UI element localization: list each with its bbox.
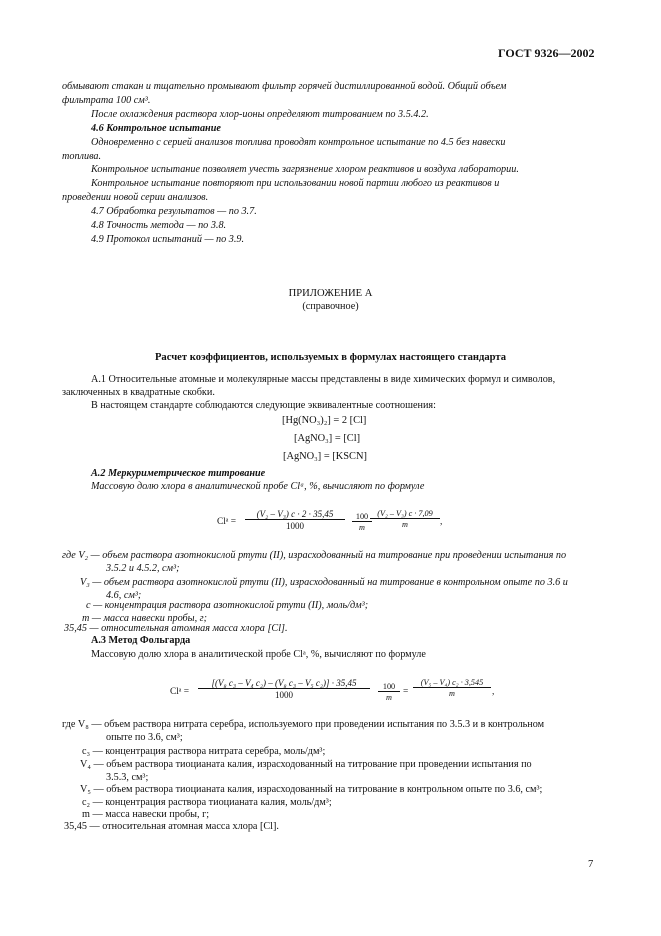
- formula-1-denominator-2: m: [359, 523, 365, 532]
- appendix-subtitle: (справочное): [302, 301, 359, 312]
- where-line: c₂ — концентрация раствора тиоцианата калия, моль/дм³;: [82, 797, 332, 808]
- equivalence-3: [AgNO₃] = [KSCN]: [283, 451, 367, 462]
- formula-2-tail: ,: [492, 687, 495, 697]
- where-line: V₃ — объем раствора азотнокислой ртути (II), израсходованный на титрование в контрольном опыте по 3.6 и: [80, 577, 568, 588]
- page-number: 7: [588, 859, 594, 870]
- paragraph-line: заключенных в квадратные скобки.: [62, 387, 215, 398]
- where-line: V₄ — объем раствора тиоцианата калия, израсходованный на титрование при проведении испытания по: [80, 759, 532, 770]
- paragraph-line: обмывают стакан и тщательно промывают фильтр горячей дистиллированной водой. Общий объем: [62, 81, 507, 92]
- formula-2-lhs: Clᵃ =: [170, 687, 190, 697]
- where-line: c — концентрация раствора азотнокислой ртути (II), моль/дм³;: [86, 600, 369, 611]
- formula-2-equals: =: [403, 687, 409, 697]
- where-line: m — масса навески пробы, г;: [82, 809, 210, 820]
- paragraph-line: Одновременно с серией анализов топлива проводят контрольное испытание по 4.5 без навески: [91, 137, 506, 148]
- where-line: 35,45 — относительная атомная масса хлора [Cl].: [64, 623, 288, 634]
- paragraph-line: А.1 Относительные атомные и молекулярные массы представлены в виде химических формул и символов,: [91, 374, 556, 385]
- formula-2-fraction-percent: [378, 682, 400, 702]
- formula-1-denominator-3: m: [402, 520, 408, 529]
- formula-2-denominator-2: m: [386, 693, 392, 702]
- list-item: 4.9 Протокол испытаний — по 3.9.: [91, 234, 245, 245]
- formula-2-numerator-2: 100: [378, 682, 400, 692]
- standard-header: ГОСТ 9326—2002: [498, 46, 595, 60]
- list-item: 4.8 Точность метода — по 3.8.: [91, 220, 227, 231]
- paragraph-line: проведении новой серии анализов.: [62, 192, 209, 203]
- paragraph-line: Контрольное испытание повторяют при использовании новой партии любого из реактивов и: [91, 178, 500, 189]
- paragraph: Массовую долю хлора в аналитической пробе Clᵃ, %, вычисляют по формуле: [91, 481, 425, 492]
- paragraph-line: фильтрата 100 см³.: [62, 95, 151, 106]
- formula-1-denominator: 1000: [286, 521, 304, 531]
- section-heading-a3: А.3 Метод Фольгарда: [91, 635, 191, 646]
- where-line: где V₂ — объем раствора азотнокислой ртути (II), израсходованный на титрование при проведении испытания по: [62, 550, 567, 561]
- where-line: 3.5.2 и 4.5.2, см³;: [106, 563, 180, 574]
- paragraph: Контрольное испытание позволяет учесть загрязнение хлором реактивов и воздуха лаборатории.: [91, 164, 519, 175]
- formula-1-lhs: Clᵃ =: [217, 517, 237, 527]
- where-line: m — масса навески пробы, г;: [82, 613, 208, 624]
- formula-2-fraction: [198, 678, 370, 700]
- formula-2-fraction-result: [413, 678, 491, 698]
- formula-1-tail: ,: [440, 517, 443, 527]
- paragraph: После охлаждения раствора хлор-ионы определяют титрованием по 3.5.4.2.: [91, 109, 429, 120]
- where-line: c₃ — концентрация раствора нитрата серебра, моль/дм³;: [82, 746, 326, 757]
- where-line: 4.6, см³;: [106, 590, 142, 601]
- where-line: опыте по 3.6, см³;: [106, 732, 183, 743]
- paragraph-line: В настоящем стандарте соблюдаются следующие эквивалентные соотношения:: [91, 400, 436, 411]
- section-heading-a2: А.2 Меркуриметрическое титрование: [91, 468, 266, 479]
- where-line: V₅ — объем раствора тиоцианата калия, израсходованный на титрование в контрольном опыте по 3.6, см³;: [80, 784, 543, 795]
- formula-2-numerator: [(V₈ c₃ – V₄ c₂) – (V₈ c₃ – V₅ c₂)] · 35,45: [198, 678, 370, 689]
- formula-2-numerator-3: (V₅ – V₄) c₂ · 3,545: [413, 678, 491, 688]
- paragraph-line: топлива.: [62, 151, 102, 162]
- formula-1-fraction: [245, 509, 345, 531]
- formula-1-numerator-3: (V₂ – V₃) c · 7,09: [370, 509, 440, 519]
- where-line: где V₈ — объем раствора нитрата серебра, используемого при проведении испытания по 3.5.3 и в контрольном: [62, 719, 545, 730]
- formula-1-fraction-result: [370, 509, 443, 529]
- formula-2-denominator-3: m: [449, 689, 455, 698]
- formula-1-numerator-2: 100: [352, 512, 372, 522]
- where-line: 35,45 — относительная атомная масса хлора [Cl].: [64, 821, 279, 832]
- appendix-title: ПРИЛОЖЕНИЕ А: [288, 288, 373, 299]
- formula-1-fraction-percent: [352, 512, 372, 532]
- equivalence-1: [Hg(NO₃)₂] = 2 [Cl]: [282, 415, 367, 426]
- where-line: 3.5.3, см³;: [106, 772, 149, 783]
- formula-1-numerator: (V₂ – V₃) c · 2 · 35,45: [245, 509, 345, 520]
- paragraph: Массовую долю хлора в аналитической пробе Clᵃ, %, вычисляют по формуле: [91, 649, 426, 660]
- appendix-heading: Расчет коэффициентов, используемых в формулах настоящего стандарта: [154, 352, 507, 363]
- section-heading-4-6: 4.6 Контрольное испытание: [91, 123, 221, 134]
- list-item: 4.7 Обработка результатов — по 3.7.: [91, 206, 257, 217]
- equivalence-2: [AgNO₃] = [Cl]: [294, 433, 361, 444]
- formula-2-denominator: 1000: [275, 690, 293, 700]
